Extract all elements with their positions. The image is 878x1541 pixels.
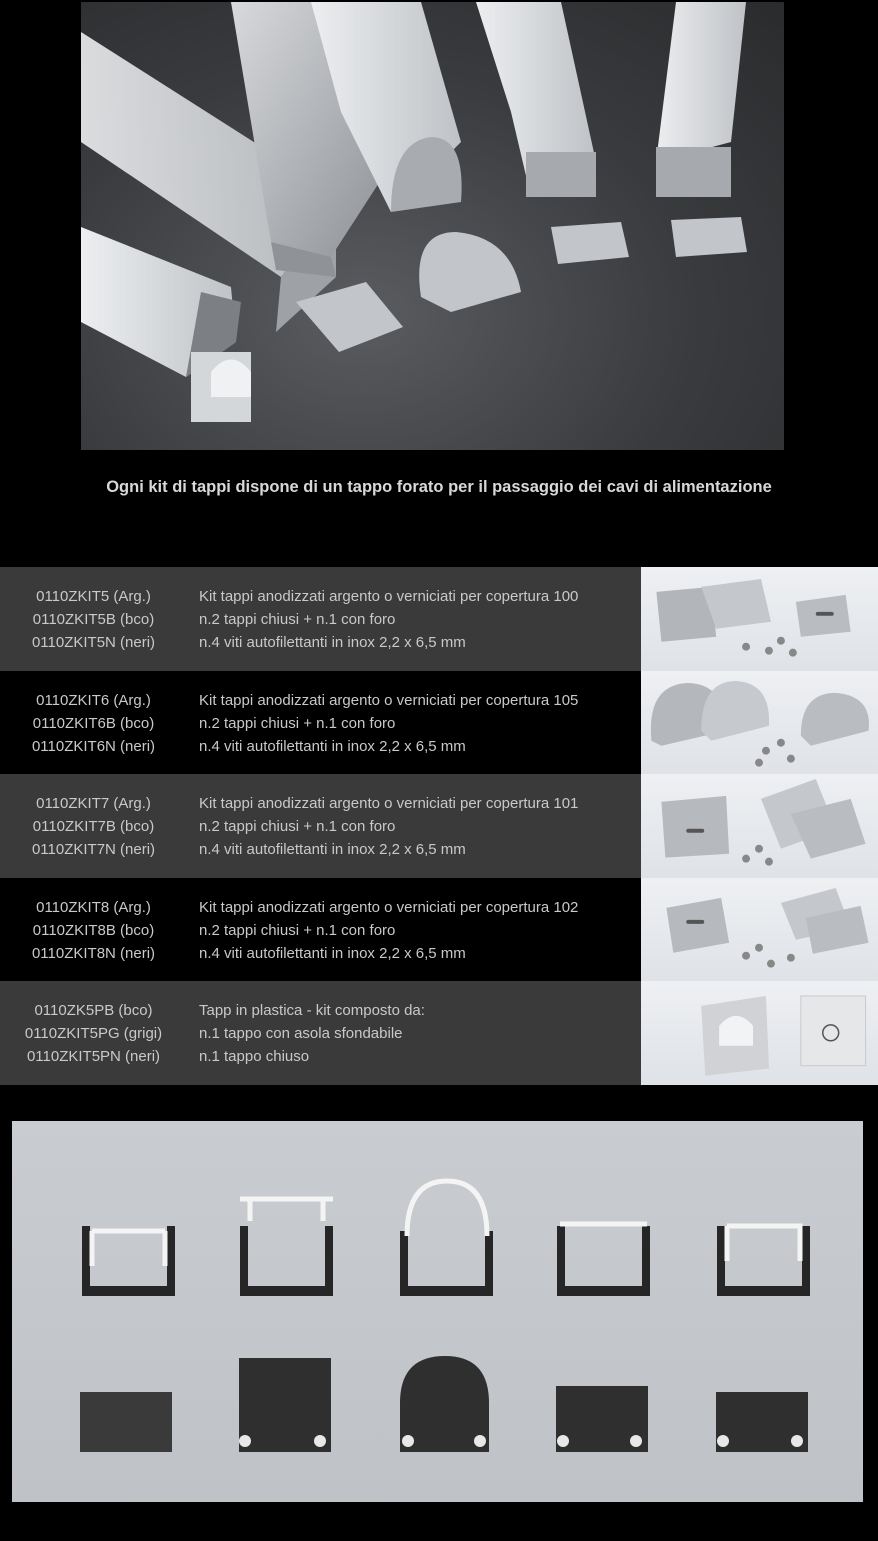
kit-code: 0110ZKIT5PN (neri): [26, 1048, 161, 1066]
kit-code: 0110ZKIT5 (Arg.): [36, 588, 151, 605]
kit-description: [199, 999, 425, 1068]
kit-description-line: n.2 tappi chiusi + n.1 con foro: [199, 921, 396, 939]
kit-description-line: n.2 tappi chiusi + n.1 con foro: [199, 818, 396, 836]
kit-code: 0110ZKIT7N (neri): [31, 841, 156, 859]
kit-description-line: n.4 viti autofilettanti in inox 2,2 x 6,5 mm: [199, 634, 466, 651]
kit-code: 0110ZKIT6N (neri): [31, 737, 156, 755]
kit-code: 0110ZKIT6 (Arg.): [36, 691, 151, 709]
kit-thumbnail: [641, 774, 878, 878]
kit-row: [0, 878, 878, 982]
kit-description: [199, 689, 578, 758]
kit-codes: [0, 689, 187, 758]
caption-text: Ogni kit di tappi dispone di un tappo forato per il passaggio dei cavi di alimentazione: [106, 478, 772, 496]
kit-description-line: Kit tappi anodizzati argento o verniciati per copertura 101: [199, 795, 579, 813]
kit-thumbnail: [641, 567, 878, 671]
kit-description-line: n.1 tappo chiuso: [199, 1048, 310, 1066]
kit-code: 0110ZK5PB (bco): [34, 1002, 153, 1020]
kit-code: 0110ZKIT5B (bco): [32, 611, 155, 628]
hero-product-image: [81, 2, 784, 450]
kit-description-line: n.4 viti autofilettanti in inox 2,2 x 6,5 mm: [199, 944, 466, 962]
profiles-section-image: [12, 1121, 863, 1502]
kit-description-line: n.2 tappi chiusi + n.1 con foro: [199, 714, 396, 732]
kit-description: [199, 585, 578, 654]
kit-description-line: Kit tappi anodizzati argento o verniciati per copertura 102: [199, 898, 579, 916]
kit-table: [0, 567, 878, 1085]
kit-code: 0110ZKIT5PG (grigi): [24, 1025, 163, 1043]
kit-code: 0110ZKIT7B (bco): [32, 818, 155, 836]
kit-description-line: Kit tappi anodizzati argento o verniciati per copertura 100: [199, 588, 579, 605]
kit-thumbnail: [641, 671, 878, 775]
kit-row: [0, 567, 878, 671]
kit-thumbnail: [641, 878, 878, 982]
kit-code: 0110ZKIT8 (Arg.): [36, 898, 151, 916]
kit-codes: [0, 792, 187, 861]
kit-description-line: Tapp in plastica - kit composto da:: [199, 1002, 425, 1020]
kit-description-line: n.4 viti autofilettanti in inox 2,2 x 6,5 mm: [199, 737, 466, 755]
kit-code: 0110ZKIT7 (Arg.): [36, 795, 151, 813]
kit-codes: [0, 999, 187, 1068]
kit-description: [199, 896, 578, 965]
kit-codes: [0, 585, 187, 654]
kit-codes: [0, 896, 187, 965]
kit-code: 0110ZKIT5N (neri): [31, 634, 156, 651]
kit-code: 0110ZKIT8B (bco): [32, 921, 155, 939]
kit-row: [0, 774, 878, 878]
kit-thumbnail: [641, 981, 878, 1085]
kit-description-line: n.4 viti autofilettanti in inox 2,2 x 6,5 mm: [199, 841, 466, 859]
kit-code: 0110ZKIT6B (bco): [32, 714, 155, 732]
kit-description-line: n.2 tappi chiusi + n.1 con foro: [199, 611, 396, 628]
kit-description: [199, 792, 578, 861]
kit-description-line: Kit tappi anodizzati argento o verniciati per copertura 105: [199, 691, 579, 709]
kit-row: [0, 981, 878, 1085]
kit-description-line: n.1 tappo con asola sfondabile: [199, 1025, 403, 1043]
kit-code: 0110ZKIT8N (neri): [31, 944, 156, 962]
kit-row: [0, 671, 878, 775]
